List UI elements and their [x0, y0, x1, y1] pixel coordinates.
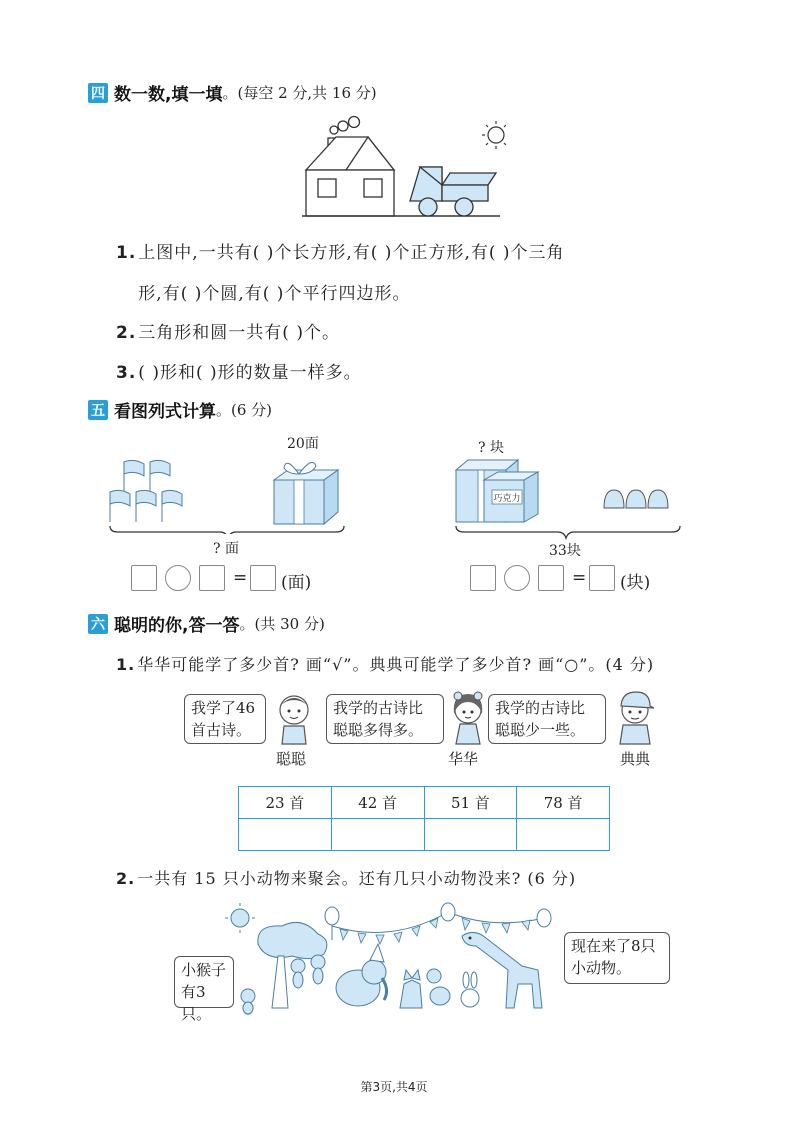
section-title: 数一数,填一填 [114, 85, 223, 105]
bunting-string [332, 912, 544, 932]
section-badge: 五 [88, 400, 108, 420]
flag-icon [162, 490, 182, 522]
question-4-3: 3. ( )形和( )形的数量一样多。 [116, 363, 362, 383]
animal-party-figure [222, 900, 558, 1018]
gift-box-icon [274, 462, 338, 524]
section-score: 。(每空 2 分,共 16 分) [222, 84, 377, 102]
flags-gift-figure [108, 452, 348, 534]
poem-count-table [238, 786, 610, 851]
unit-label: (块) [620, 573, 651, 593]
answer-box[interactable] [250, 565, 276, 591]
flag-icon [124, 460, 144, 492]
flags-total-label: ? 面 [213, 541, 239, 557]
name-diandian: 典典 [620, 750, 651, 768]
table-cell: 51 首 [424, 787, 517, 819]
equals-sign: = [572, 568, 587, 588]
chocolate-box-label: ? 块 [478, 440, 504, 456]
table-cell: 42 首 [331, 787, 424, 819]
name-huahua: 华华 [448, 750, 479, 768]
boy-diandian-icon [610, 688, 660, 746]
deer-icon [427, 969, 450, 1005]
monkey-icon [291, 959, 305, 973]
monkey-icon [241, 989, 255, 1003]
table-answer-row [239, 819, 610, 851]
gift-count-label: 20面 [287, 436, 319, 452]
page-number: 第3页,共4页 [360, 1080, 428, 1094]
flag-icon [150, 460, 170, 492]
table-cell: 78 首 [517, 787, 610, 819]
section-title: 看图列式计算 [114, 402, 216, 422]
question-4-1-line1: 1. 上图中,一共有( )个长方形,有( )个正方形,有( )个三角 [116, 243, 565, 263]
question-6-1: 1. 华华可能学了多少首? 画“√”。典典可能学了多少首? 画“○”。(4 分) [116, 655, 655, 674]
chocolate-piece-icon [604, 490, 624, 508]
question-4-2: 2. 三角形和圆一共有( )个。 [116, 323, 340, 343]
sun-icon [482, 121, 506, 149]
answer-box[interactable] [470, 565, 496, 591]
window-square [318, 179, 336, 197]
unit-label: (面) [281, 573, 312, 593]
speech-bubble-huahua: 我学的古诗比 聪聪多得多。 [326, 694, 444, 744]
balloon-icon [325, 907, 339, 940]
answer-box[interactable] [131, 565, 157, 591]
chocolate-total-label: 33块 [549, 543, 581, 559]
section-title: 聪明的你,答一答 [114, 616, 240, 636]
sun-icon [225, 903, 255, 933]
smoke-circle [349, 117, 360, 128]
wheel-circle [455, 198, 473, 216]
house-truck-figure [296, 115, 506, 223]
section-score: 。(共 30 分) [239, 615, 325, 633]
question-6-2: 2. 一共有 15 只小动物来聚会。还有几只小动物没来? (6 分) [116, 869, 577, 888]
left-brace [110, 526, 344, 534]
boy-congcong-icon [268, 690, 322, 746]
answer-cell[interactable] [424, 819, 517, 851]
flag-icon [110, 490, 130, 522]
girl-huahua-icon [446, 688, 490, 746]
answer-box[interactable] [538, 565, 564, 591]
right-brace [456, 526, 680, 538]
chocolate-box-text: 巧克力 [493, 494, 521, 504]
section-6-heading [88, 611, 325, 636]
rabbit-icon [461, 972, 479, 1007]
answer-cell[interactable] [239, 819, 332, 851]
speech-bubble-diandian: 我学的古诗比 聪聪少一些。 [488, 694, 606, 744]
window-square [364, 179, 382, 197]
equals-sign: = [233, 568, 248, 588]
answer-box[interactable] [199, 565, 225, 591]
smoke-circle [330, 126, 338, 134]
smoke-circle [338, 121, 348, 131]
table-cell: 23 首 [239, 787, 332, 819]
speech-bubble-giraffe: 现在来了8只 小动物。 [564, 932, 670, 984]
elephant-icon [336, 944, 387, 1006]
bunting-flags [340, 918, 530, 944]
answer-cell[interactable] [331, 819, 424, 851]
section-4-heading [88, 80, 377, 105]
chocolate-piece-icon [626, 490, 646, 508]
flag-icon [136, 490, 156, 522]
chocolate-box-icon [456, 460, 538, 522]
fox-icon [400, 970, 422, 1008]
chocolate-figure [454, 458, 690, 540]
section-5-heading [88, 397, 272, 422]
section-score: 。(6 分) [216, 401, 273, 419]
speech-bubble-congcong: 我学了46 首古诗。 [184, 694, 266, 744]
truck-bed-parallelogram [442, 173, 496, 185]
chocolate-piece-icon [648, 490, 668, 508]
section-badge: 四 [88, 83, 108, 103]
name-congcong: 聪聪 [276, 750, 307, 768]
table-header-row [239, 787, 610, 819]
answer-cell[interactable] [517, 819, 610, 851]
speech-bubble-monkey: 小猴子 有3只。 [174, 956, 234, 1008]
balloon-icon [537, 909, 551, 927]
answer-box[interactable] [589, 565, 615, 591]
question-4-1-line2: 形,有( )个圆,有( )个平行四边形。 [138, 284, 411, 304]
section-badge: 六 [88, 614, 108, 634]
operator-circle[interactable] [165, 565, 191, 591]
wheel-circle [419, 198, 437, 216]
operator-circle[interactable] [504, 565, 530, 591]
balloon-icon [441, 903, 455, 921]
monkey-icon [311, 955, 325, 969]
